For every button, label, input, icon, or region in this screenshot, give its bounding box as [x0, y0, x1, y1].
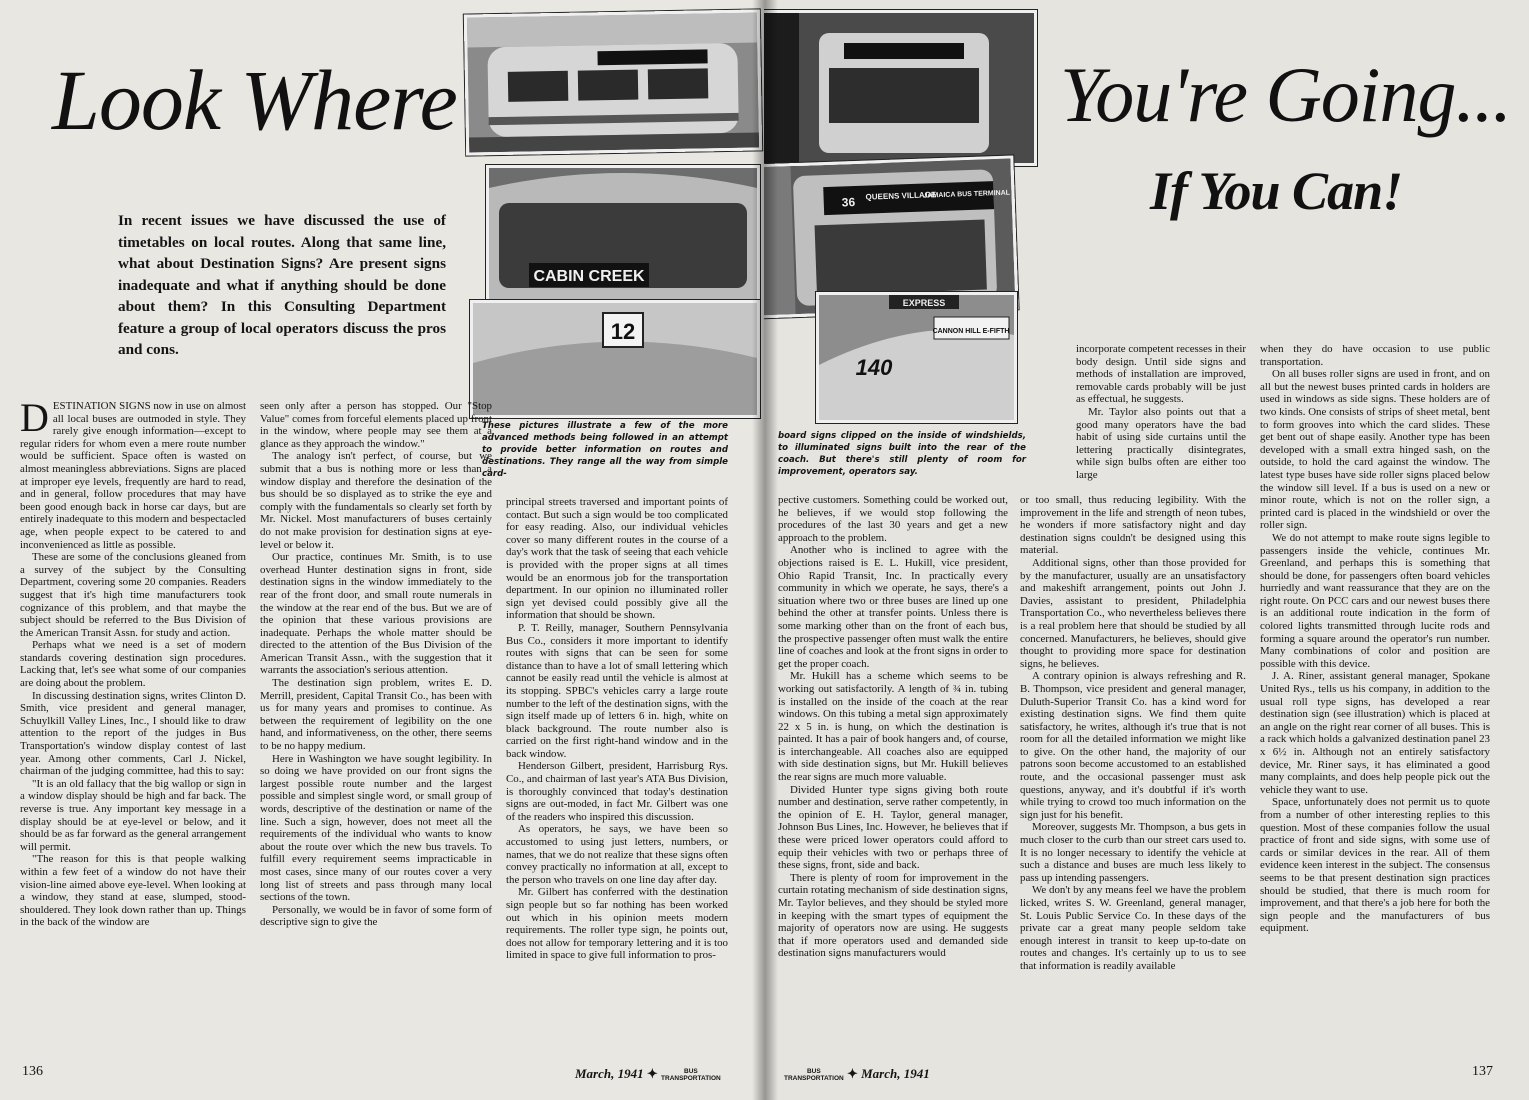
bus-photo-route-12: [470, 300, 760, 418]
paragraph: "It is an old fallacy that the big wallop or sign in a window display should be high and far back. The reverse is true. Any important key message in a display should be at eye-level or below, and it should be as far forward as the general arrangement will permit.: [20, 777, 246, 853]
article-column-right-2a: [1076, 343, 1246, 482]
paragraph: These are some of the conclusions gleaned from a survey of the subject by the Consulting Department, covering some 20 companies. Readers suggest that it's high time manufacturers took cognizance of this problem, and that maybe the subject should be referred to the Bus Division of the American Transit Assn. for study and action.: [20, 551, 246, 639]
photo-caption-right: board signs clipped on the inside of windshields, to illuminated signs built into the rear of the coach. But there's still plenty of room for improvement, operators say.: [778, 431, 1026, 477]
footer-left: [575, 1066, 721, 1082]
logo-top: BUS: [806, 1068, 821, 1076]
paragraph: We don't by any means feel we have the problem licked, writes S. W. Greenland, general manager, St. Louis Public Service Co. In these days of the private car a great many people seldom take enough interest in transit to keep up-to-date on routes and changes. It's certainly up to us to see that information is readily available: [1020, 884, 1246, 972]
article-column-2: [260, 400, 492, 929]
page-gutter: [752, 0, 778, 1100]
bus-photo-cabin-creek: [486, 165, 760, 306]
bus-photo-route-140: [816, 292, 1017, 423]
sign-cannon-hill: CANNON HILL E-FIFTH: [932, 328, 1010, 335]
sign-route-36: 36: [841, 194, 856, 210]
intro-paragraph: In recent issues we have discussed the use of timetables on local routes. Along that same line, what about Destination Signs? Are present signs inadequate and what if anything should be done about them? In this Consulting Department feature a group of local operators discuss the pros and cons.: [118, 212, 446, 358]
paragraph: In discussing destination signs, writes Clinton D. Smith, vice president and general manager, Schuylkill Valley Lines, Inc., I should like to draw attention to the report of the judges in Bus Transportation's window display contest of last year. Among other comments, Carl J. Nickel, chairman of the judging committee, had this to say:: [20, 689, 246, 778]
paragraph: As operators, he says, we have been so accustomed to using just letters, numbers, or names, that we do not realize that these signs often convey practically no information at all, except to the person who travels on one line day after day.: [506, 823, 728, 886]
footer-right: [784, 1066, 930, 1082]
sign-cabin-creek: CABIN CREEK: [533, 268, 645, 285]
paragraph: Divided Hunter type signs giving both route number and destination, serve rather competently, in the opinion of E. H. Taylor, general manager, Johnson Bus Lines, Inc. However, he believes that if these were priced lower operators could afford to equip their vehicles with two or perhaps three of these signs, front, side and back.: [778, 783, 1008, 872]
paragraph: Mr. Gilbert has conferred with the destination sign people but so far nothing has been worked out which in his opinion meets modern requirements. The roller type sign, he points out, does not allow for temporary lettering and it is too limited in space to give full information to pros-: [506, 886, 728, 962]
paragraph: J. A. Riner, assistant general manager, Spokane United Rys., tells us his company, in addition to the usual roll type signs, has developed a rear destination sign (see illustration) which is placed at an angle on the right rear corner of all buses. This is a rack which holds a galvanized destination panel 23 x 6½ in. Although not an entirely satisfactory device, Mr. Riner says, it has eliminated a good many complaints, and does help people pick out the vehicle they want to use.: [1260, 670, 1490, 796]
paragraph: pective customers. Something could be worked out, he believes, if we would stop following the procedures of the last 30 years and get a new approach to the problem.: [778, 494, 1008, 544]
paragraph: Mr. Hukill has a scheme which seems to be working out satisfactorily. A length of ¾ in. tubing is installed on the inside of the coach at the rear windows. On this tubing a metal sign approximately 22 x 5 in. is hung, on which the destination is painted. It has a pair of book hangers and, of course, is interchangeable. All coaches also are equipped with side destination signs, but Mr. Hukill believes the rear signs are much more valuable.: [778, 670, 1008, 784]
left-page: [0, 0, 764, 1100]
magazine-logo: [784, 1068, 844, 1082]
footer-date: March, 1941: [575, 1066, 644, 1081]
paragraph: principal streets traversed and important points of contact. But such a sign would be too complicated for easy reading. Also, our individual vehicles cover so many different routes in the course of a day's work that the task of seeing that each vehicle is provided with the proper signs at all times would be an enormous job for the transportation department. In our opinion no illuminated roller sign yet devised could possibly give all the information that should be shown.: [506, 496, 728, 622]
article-column-1: [20, 395, 246, 929]
footer-date: March, 1941: [861, 1066, 930, 1081]
paragraph: Another who is inclined to agree with the objections raised is E. L. Hukill, vice president, Ohio Rapid Transit, Inc. In practically every community in which we operate, he says, there's a situation where two or three buses are lined up one behind the other at transfer points. Unless there is some marking other than on the front of each bus, the prospective passenger often must walk the entire line of coaches and look at the front signs in order to get the proper coach.: [778, 544, 1008, 670]
right-page: [764, 0, 1529, 1100]
logo-bottom: TRANSPORTATION: [784, 1075, 844, 1083]
paragraph: We do not attempt to make route signs legible to passengers inside the vehicle, continues Mr. Greenland, and perhaps this is something that should be done, for passengers often board vehicles hurriedly and want reassurance that they are on the right route. On PCC cars and our newest buses there is an additional route indication in the form of colored lights transmitted through lucite rods and forming a square around the operator's run number. Many combinations of color and position are possible with this device.: [1260, 531, 1490, 670]
sign-express: EXPRESS: [902, 298, 946, 308]
article-column-3: [506, 496, 728, 962]
star-icon: ✦: [846, 1066, 858, 1081]
paragraph: "The reason for this is that people walking within a few feet of a window do not have their vision-line aimed above eye-level. When looking at a window, they stand at ease, slumped, stood-shouldered. They look down rather than up. Things in the back of the window are: [20, 853, 246, 929]
paragraph: seen only after a person has stopped. Our "Stop Value" comes from forceful elements placed up front in the window, where people may see them at a glance as they approach the window.": [260, 400, 492, 450]
drop-cap: D: [20, 395, 49, 440]
paragraph: incorporate competent recesses in their body design. Until side signs and methods of installation are improved, removable cards probably will be just as effectual, he suggests.: [1076, 343, 1246, 406]
paragraph: The analogy isn't perfect, of course, but we submit that a bus is nothing more or less than a window display and therefore the desination of the bus should be so displayed as to strike the eye and comply with the fundamentals so clearly set forth by Mr. Nickel. Most manufacturers of buses certainly do not make provision for destination signs at eye-level or below it.: [260, 450, 492, 551]
paragraph: Here in Washington we have sought legibility. In so doing we have provided on our front signs the largest possible route number and the largest possible and simplest single word, or small group of words, descriptive of the destination or name of the line. Such a sign, however, does not meet all the requirements of the individual who wants to know about the route over which the new bus travels. To fulfill every requirement seems impracticable in most cases, since many of our routes cover a very long list of streets and pass through many local sections of the town.: [260, 752, 492, 904]
paragraph: when they do have occasion to use public transportation.: [1260, 343, 1490, 368]
article-column-right-3: [1260, 343, 1490, 935]
paragraph: P. T. Reilly, manager, Southern Pennsylvania Bus Co., considers it more important to identify routes with signs that can be seen for some distance than to have a lot of small lettering which cannot be easily read until the vehicle is almost at its stopping. SPBC's vehicles carry a large route number to the left of the destination signs, with the sign itself made up of letters 6 in. high, white on black background. The route number also is carried on the first right-hand window and in the back window.: [506, 621, 729, 760]
logo-top: BUS: [684, 1068, 698, 1076]
paragraph: Moreover, suggests Mr. Thompson, a bus gets in much closer to the curb than our street cars used to. It is no longer necessary to identify the vehicle at such a distance and buses are much less likely to pass up intending passengers.: [1020, 821, 1246, 884]
paragraph: Henderson Gilbert, president, Harrisburg Rys. Co., and chairman of last year's ATA Bus Division, is thoroughly convinced that today's destination signs are out-moded, in fact Mr. Gilbert was one of the readers who inspired this discussion.: [506, 760, 728, 823]
paragraph: Space, unfortunately does not permit us to quote from a number of other interesting replies to this question. Most of these companies follow the usual practice of front and side signs, with some use of cards or similar devices in the rear. All of them evidence keen interest in the subject. The consensus seems to be that present destination sign practices should be studied, that there is much room for improvement, and that there's a job here for both the sign people and the manufacturers of bus equipment.: [1260, 796, 1490, 935]
sign-queens-village: QUEENS VILLAGE: [865, 190, 937, 202]
sign-route-140: 140: [855, 355, 893, 380]
paragraph: Perhaps what we need is a set of modern standards covering destination sign procedures. Lacking that, let's see what some of our companies are doing about the problem.: [20, 639, 246, 690]
article-column-right-1: [778, 494, 1008, 960]
photo-caption-left: These pictures illustrate a few of the more advanced methods being followed in an attempt to provide better information on routes and destinations. They range all the way from simple card-: [482, 421, 728, 479]
paragraph: The destination sign problem, writes E. D. Merrill, president, Capital Transit Co., has been with us for many years and promises to continue. As between the requirement of legibility on the one hand, and informativeness, on the other, there seems to be no happy medium.: [260, 677, 492, 753]
paragraph: On all buses roller signs are used in front, and on all but the newest buses printed cards in holders are used in windows as side signs. These holders are of two kinds. One consists of strips of sheet metal, bent to form grooves into which the card slides. These get bent out of shape easily. Another type has been developed with a small extra hinged sash, on the outside, to hold the card against the window. The latest type buses have side roller signs placed below the window sill level. If a bus is used on a new or minor route, which is not on the roller sign, a printed card is placed in the windshield or over the roller sign.: [1260, 368, 1490, 532]
sign-route-12: 12: [610, 319, 636, 344]
headline-subtitle: If You Can!: [1150, 161, 1403, 221]
paragraph: There is plenty of room for improvement in the curtain rotating mechanism of side destination signs, Mr. Taylor believes, and they should be styled more in keeping with the smart types of equipment the majority of operators now are using. He suggests that if more operators used and demanded side destination signs manufacturers would: [778, 871, 1008, 960]
paragraph: Additional signs, other than those provided for by the manufacturer, usually are an unsatisfactory and makeshift arrangement, points out John J. Davies, assistant to president, Philadelphia Transportation Co., who nevertheless believes there is a real problem here that should be studied by all concerned. Manufacturers, he believes, should give thought to providing more space for destination signs, he believes.: [1020, 556, 1246, 670]
paragraph: ESTINATION SIGNS now in use on almost all local buses are outmoded in style. They rarely give enough information—except to regular riders for whom even a mere route number would be sufficient. Space often is wasted on almost meaningless abbreviations. Signs are placed at improper eye levels, frequently are hard to read, and in general, follow procedures that may have been good enough back in horse car days, but are entirely inadequate to this modern and bespectacled age, when people expect to be catered to and inconvenienced as little as possible.: [20, 400, 246, 551]
page-number-right: 137: [1472, 1064, 1493, 1079]
magazine-logo: [661, 1068, 721, 1082]
star-icon: ✦: [646, 1066, 658, 1081]
headline-right: You're Going...: [1060, 51, 1511, 138]
paragraph: A contrary opinion is always refreshing and R. B. Thompson, vice president and general manager, Duluth-Superior Transit Co. has a kind word for existing destination signs. We find them quite satisfactory, he writes, although it's true that is not room for all the detailed information we might like to give. On the other hand, the majority of our patrons soon become accustomed to an established route, and the occasional passenger must ask questions, anyway, and it's doubtful if it's worth while trying to crowd too much information on the sign just for his benefit.: [1020, 670, 1246, 821]
paragraph: Our practice, continues Mr. Smith, is to use overhead Hunter destination signs in front, side destination signs in the window immediately to the rear of the front door, and small route numerals in the window at the rear end of the bus. But we are of the opinion that these various provisions are inadequate. Perhaps the whole matter should be directed to the attention of the Bus Division of the American Transit Assn., with the suggestion that it warrants the association's serious attention.: [260, 551, 492, 677]
paragraph: or too small, thus reducing legibility. With the improvement in the life and strength of neon tubes, he wonders if more satisfactory night and day destination signs couldn't be designed using this material.: [1020, 494, 1246, 557]
bus-photo-top-right: [764, 10, 1037, 166]
logo-bottom: TRANSPORTATION: [661, 1075, 721, 1083]
article-column-right-2b: [1020, 494, 1246, 973]
paragraph: Personally, we would be in favor of some form of descriptive sign to give the: [260, 903, 492, 929]
sign-jamaica: JAMAICA BUS TERMINAL: [923, 189, 1011, 200]
bus-photo-top: [464, 9, 762, 155]
paragraph: Mr. Taylor also points out that a good many operators have the bad habit of using side curtains until the lettering practically disintegrates, while sign bulbs often are either too large: [1076, 405, 1246, 481]
headline-left: Look Where: [52, 52, 457, 148]
page-number-left: 136: [22, 1064, 43, 1079]
